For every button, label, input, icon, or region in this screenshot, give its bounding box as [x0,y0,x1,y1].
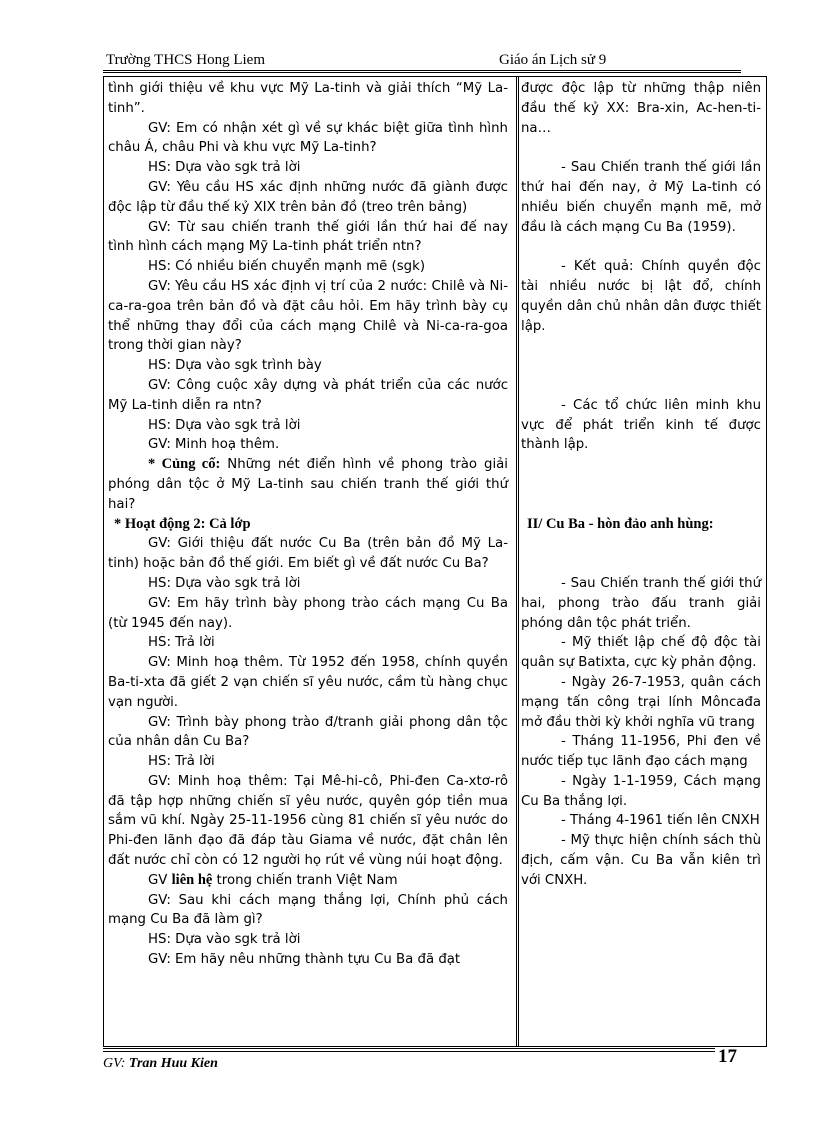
content-column [521,79,761,891]
consolidation-text: Những nét điển hình về phong trào giải phóng dân tộc ở Mỹ La-tinh sau chiến tranh thế giới thứ hai? [108,457,508,512]
paragraph: - Kết quả: Chính quyền độc tài nhiều nước bị lật đổ, chính quyền dân chủ nhân dân được thiết lập. [521,259,761,334]
paragraph: GV: Em có nhận xét gì về sự khác biệt giữa tình hình châu Á, châu Phi và khu vực Mỹ La-tinh? [108,120,508,156]
paragraph: - Tháng 11-1956, Phi đen về nước tiếp tục lãnh đạo cách mạng [521,734,761,770]
paragraph: GV: Minh hoạ thêm: Tại Mê-hi-cô, Phi-đen Ca-xtơ-rô đã tập hợp những chiến sĩ yêu nước, quyên góp tiền mua sắm vũ khí. Ngày 25-11-1956 cùng 81 chiến sĩ yêu nước do Phi-đen lãnh đạo đã đáp tàu Giama về nước, đặt chân lên đất nước chỉ còn có 12 người họ rút về vùng núi hoạt động. [108,773,508,869]
paragraph: HS: Dựa vào sgk trả lời [148,160,301,176]
paragraph: - Ngày 26-7-1953, quân cách mạng tấn công trại lính Môncađa mở đầu thời kỳ khởi nghĩa vũ trang [521,674,761,730]
paragraph: tình giới thiệu về khu vực Mỹ La-tinh và giải thích “Mỹ La-tinh”. [108,81,508,116]
paragraph: GV: Em hãy trình bày phong trào cách mạng Cu Ba (từ 1945 đến nay). [108,595,508,631]
paragraph: GV: Minh hoạ thêm. Từ 1952 đến 1958, chính quyền Ba-ti-xta đã giết 2 vạn chiến sĩ yêu nước, cầm tù hàng chục vạn người. [108,655,508,710]
paragraph: HS: Dựa vào sgk trình bày [148,358,322,374]
paragraph: HS: Trả lời [148,754,215,770]
paragraph: - Sau Chiến tranh thế giới thứ hai, phong trào đấu tranh giải phóng dân tộc phát triển. [521,575,761,631]
school-name: Trường THCS Hong Liem [106,52,266,68]
activity-2-title: * Hoạt động 2: Cả lớp [114,515,251,532]
consolidation-label: * Củng cố: [148,456,221,473]
section-heading [521,515,761,535]
paragraph: - Tháng 4-1961 tiến lên CNXH [561,813,760,829]
paragraph: HS: Dựa vào sgk trả lời [148,417,301,433]
paragraph: GV: Yêu cầu HS xác định những nước đã giành được độc lập từ đầu thế kỷ XIX trên bản đồ (treo trên bảng) [108,179,508,215]
paragraph: GV: Trình bày phong trào đ/tranh giải phong dân tộc của nhân dân Cu Ba? [108,714,508,750]
paragraph: - Các tổ chức liên minh khu vực để phát triển kinh tế được thành lập. [521,397,761,453]
subject-title: Giáo án Lịch sử 9 [499,52,607,68]
paragraph: - Ngày 1-1-1959, Cách mạng Cu Ba thắng lợi. [521,773,761,809]
paragraph: HS: Dựa vào sgk trả lời [148,932,301,948]
paragraph: GV: Từ sau chiến tranh thế giới lần thứ hai đế nay tình hình cách mạng Mỹ La-tinh phát triển ntn? [108,219,508,255]
paragraph: HS: Dựa vào sgk trả lời [148,575,301,591]
paragraph: - Sau Chiến tranh thế giới lần thứ hai đến nay, ở Mỹ La-tinh có nhiều biến chuyển mạnh mẽ, mở đầu là cách mạng Cu Ba (1959). [521,160,761,235]
activity-heading [108,515,508,535]
paragraph: GV: Giới thiệu đất nước Cu Ba (trên bản đồ Mỹ La-tinh) hoặc bản đồ thế giới. Em biết gì về đất nước Cu Ba? [108,536,508,572]
paragraph: HS: Trả lời [148,635,215,651]
bold-text-run: liên hệ [171,871,213,888]
footer-teacher [103,1056,218,1072]
footer-rule [103,1048,715,1052]
paragraph: HS: Có nhiều biến chuyển mạnh mẽ (sgk) [148,259,426,275]
paragraph: - Mỹ thực hiện chính sách thù địch, cấm vận. Cu Ba vẫn kiên trì với CNXH. [521,833,761,888]
teacher-student-activities-column [108,79,508,970]
page-number: 17 [718,1046,737,1067]
paragraph: - Mỹ thiết lập chế độ độc tài quân sự Batixta, cực kỳ phản động. [521,635,761,671]
teacher-label: GV: [103,1056,126,1071]
paragraph: GV: Yêu cầu HS xác định vị trí của 2 nước: Chilê và Ni-ca-ra-goa trên bản đồ và đặt câu hỏi. Em hãy trình bày cụ thể những thay đổi của cách mạng Chilê và Ni-ca-ra-goa trong thời gian này? [108,278,508,354]
paragraph: GV: Em hãy nêu những thành tựu Cu Ba đã đạt [148,952,461,968]
text-run: GV [148,872,172,888]
section-2-title: II/ Cu Ba - hòn đảo anh hùng: [527,515,714,532]
paragraph: GV: Công cuộc xây dựng và phát triển của các nước Mỹ La-tinh diễn ra ntn? [108,377,508,413]
paragraph [108,871,508,891]
lesson-table [103,76,767,1047]
text-run: trong chiến tranh Việt Nam [212,872,398,888]
page-header [103,50,741,70]
column-divider [516,77,519,1046]
paragraph: GV: Minh hoạ thêm. [148,437,280,453]
header-rule [103,70,741,73]
paragraph: được độc lập từ những thập niên đầu thế kỷ XX: Bra-xin, Ac-hen-ti-na… [521,81,761,136]
teacher-name: Tran Huu Kien [125,1056,218,1071]
consolidation-paragraph [108,455,508,514]
paragraph: GV: Sau khi cách mạng thắng lợi, Chính phủ cách mạng Cu Ba đã làm gì? [108,892,508,928]
